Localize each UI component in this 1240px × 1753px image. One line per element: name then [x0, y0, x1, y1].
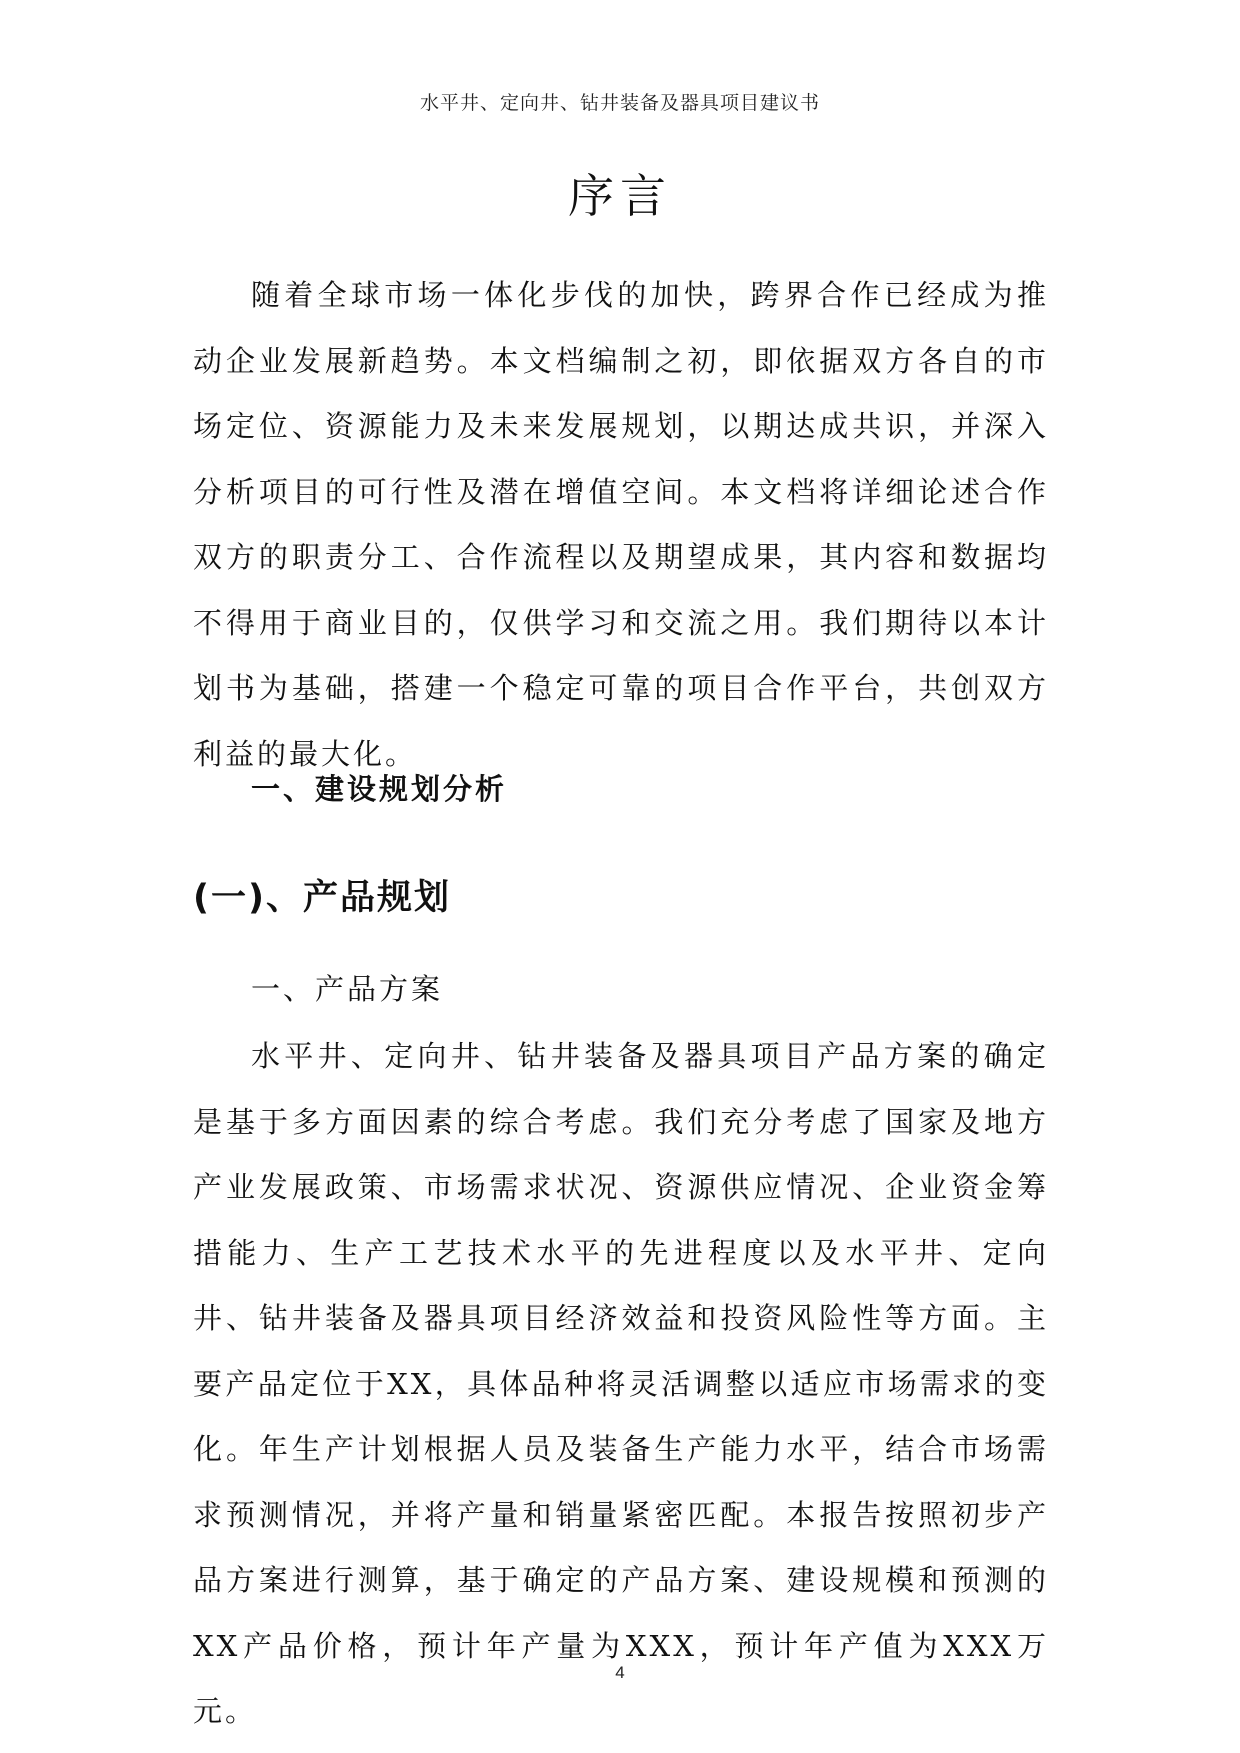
running-header: 水平井、定向井、钻井装备及器具项目建议书: [419, 92, 820, 114]
item-heading: 一、产品方案: [251, 972, 444, 1006]
section-heading: 一、建设规划分析: [251, 772, 508, 806]
page-title: 序言: [568, 169, 672, 223]
subsection-heading: (一)、产品规划: [193, 878, 451, 918]
page-number: 4: [615, 1663, 625, 1682]
product-plan-paragraph: 水平井、定向井、钻井装备及器具项目产品方案的确定是基于多方面因素的综合考虑。我们充分考虑了国家及地方产业发展政策、市场需求状况、资源供应情况、企业资金筹措能力、生产工艺技术水平的先进程度以及水平井、定向井、钻井装备及器具项目经济效益和投资风险性等方面。主要产品定位于XX，具体品种将灵活调整以适应市场需求的变化。年生产计划根据人员及装备生产能力水平，结合市场需求预测情况，并将产量和销量紧密匹配。本报告按照初步产品方案进行测算，基于确定的产品方案、建设规模和预测的XX产品价格，预计年产量为XXX，预计年产值为XXX万元。: [193, 1039, 1049, 1728]
preface-paragraph: 随着全球市场一体化步伐的加快，跨界合作已经成为推动企业发展新趋势。本文档编制之初，即依据双方各自的市场定位、资源能力及未来发展规划，以期达成共识，并深入分析项目的可行性及潜在增值空间。本文档将详细论述合作双方的职责分工、合作流程以及期望成果，其内容和数据均不得用于商业目的，仅供学习和交流之用。我们期待以本计划书为基础，搭建一个稳定可靠的项目合作平台，共创双方利益的最大化。: [193, 278, 1049, 771]
